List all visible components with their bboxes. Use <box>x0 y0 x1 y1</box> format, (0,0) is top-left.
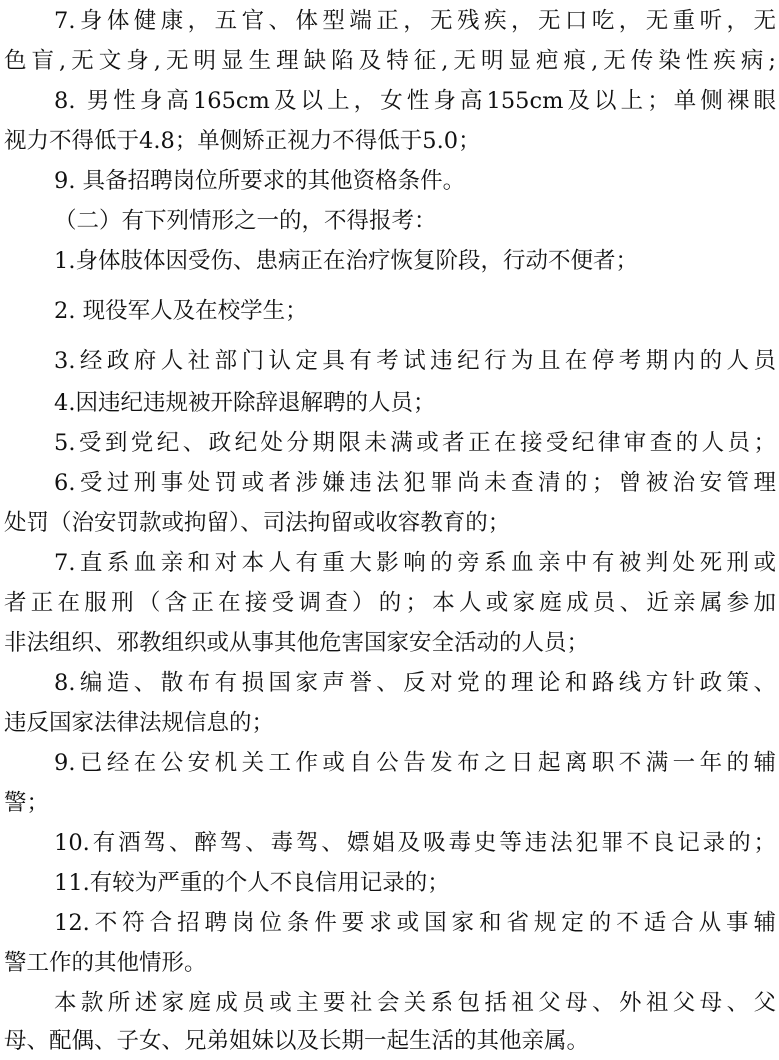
line-15: 者正在服刑（含正在接受调查）的；本人或家庭成员、近亲属参加 <box>4 590 776 616</box>
line-20: 警； <box>4 790 50 816</box>
line-24: 警工作的其他情形。 <box>4 950 207 976</box>
line-18: 违反国家法律法规信息的； <box>4 710 275 736</box>
line-16: 非法组织、邪教组织或从事其他危害国家安全活动的人员； <box>4 630 590 656</box>
line-10: 4.因违纪违规被开除辞退解聘的人员； <box>54 390 436 416</box>
line-3: 8. 男性身高165cm及以上，女性身高155cm及以上；单侧裸眼 <box>54 88 776 114</box>
line-23: 12.不符合招聘岗位条件要求或国家和省规定的不适合从事辅 <box>54 910 776 936</box>
line-6: （二）有下列情形之一的，不得报考： <box>54 208 437 234</box>
line-13: 处罚（治安罚款或拘留）、司法拘留或收容教育的； <box>4 510 511 536</box>
line-11: 5.受到党纪、政纪处分期限未满或者正在接受纪律审查的人员； <box>54 430 776 456</box>
line-19: 9.已经在公安机关工作或自公告发布之日起离职不满一年的辅 <box>54 750 776 776</box>
line-12: 6.受过刑事处罚或者涉嫌违法犯罪尚未查清的；曾被治安管理 <box>54 470 776 496</box>
line-21: 10.有酒驾、醉驾、毒驾、嫖娼及吸毒史等违法犯罪不良记录的； <box>54 830 776 856</box>
line-22: 11.有较为严重的个人不良信用记录的； <box>54 870 450 896</box>
line-2: 色盲,无文身,无明显生理缺陷及特征,无明显疤痕,无传染性疾病; <box>4 48 776 74</box>
line-8: 2. 现役军人及在校学生； <box>54 298 308 324</box>
line-25: 本款所述家庭成员或主要社会关系包括祖父母、外祖父母、父 <box>54 990 776 1016</box>
line-9: 3.经政府人社部门认定具有考试违纪行为且在停考期内的人员 <box>54 348 776 374</box>
line-14: 7.直系血亲和对本人有重大影响的旁系血亲中有被判处死刑或 <box>54 550 776 576</box>
line-5: 9. 具备招聘岗位所要求的其他资格条件。 <box>54 168 466 194</box>
line-17: 8.编造、散布有损国家声誉、反对党的理论和路线方针政策、 <box>54 670 776 696</box>
line-4: 视力不得低于4.8；单侧矫正视力不得低于5.0； <box>4 128 481 154</box>
line-26: 母、配偶、子女、兄弟姐妹以及长期一起生活的其他亲属。 <box>4 1028 590 1054</box>
line-7: 1.身体肢体因受伤、患病正在治疗恢复阶段，行动不便者； <box>54 248 638 274</box>
line-1: 7.身体健康，五官、体型端正，无残疾，无口吃，无重听，无 <box>54 8 776 34</box>
